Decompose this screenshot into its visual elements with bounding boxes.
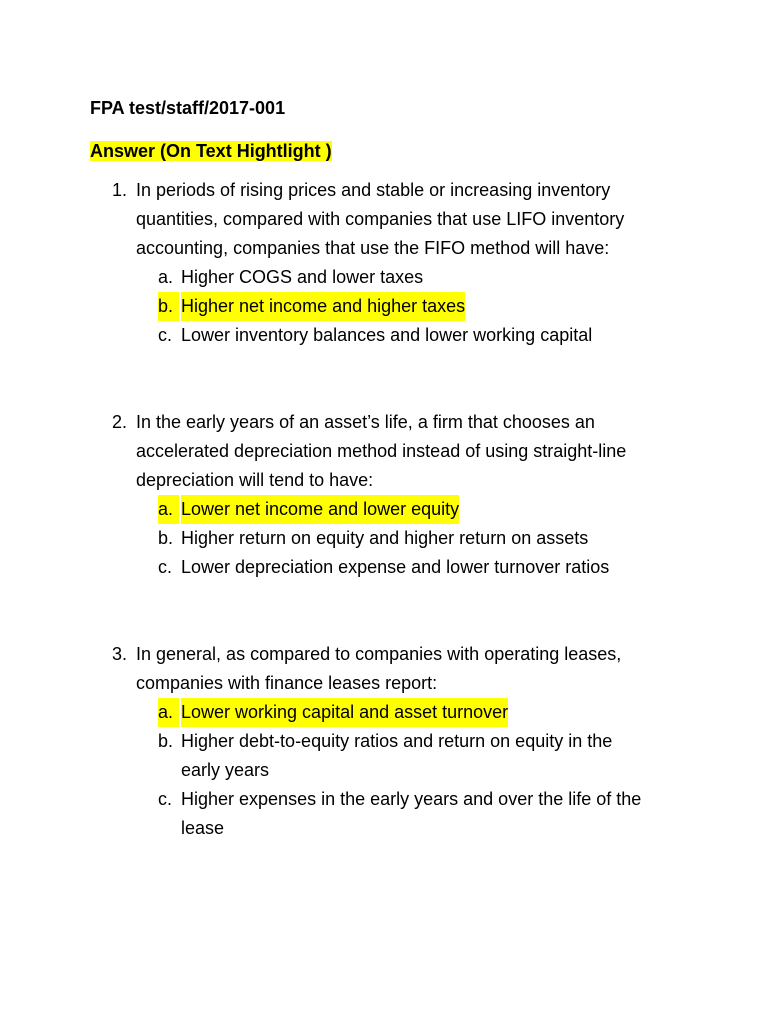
option-marker: c. <box>158 557 173 577</box>
question-text-line: In periods of rising prices and stable or increasing inventory <box>136 180 611 200</box>
question-number: 1. <box>112 180 128 200</box>
option-marker: b. <box>158 731 174 751</box>
option-text: Higher return on equity and higher return on assets <box>181 528 589 548</box>
option-text: Higher expenses in the early years and over the life of the <box>181 789 642 809</box>
option-text: Lower working capital and asset turnover <box>181 698 508 727</box>
option-marker: c. <box>158 325 173 345</box>
question-text-line: companies with finance leases report: <box>136 673 438 693</box>
question-text-line: depreciation will tend to have: <box>136 470 374 490</box>
option-a <box>0 263 768 292</box>
question-number: 3. <box>112 644 128 664</box>
question-text-line: quantities, compared with companies that use LIFO inventory <box>136 209 625 229</box>
question-text-line: In general, as compared to companies with operating leases, <box>136 644 622 664</box>
option-b-continuation <box>0 756 768 785</box>
option-marker: b. <box>158 292 179 321</box>
option-c <box>0 321 768 350</box>
option-text: Lower net income and lower equity <box>181 495 459 524</box>
option-text: Higher net income and higher taxes <box>181 292 465 321</box>
option-b <box>0 727 768 756</box>
option-marker: a. <box>158 698 179 727</box>
option-marker: b. <box>158 528 174 548</box>
option-c-continuation <box>0 814 768 843</box>
option-text: Lower inventory balances and lower working capital <box>181 325 593 345</box>
option-c <box>0 785 768 814</box>
option-text: Lower depreciation expense and lower turnover ratios <box>181 557 610 577</box>
option-c <box>0 553 768 582</box>
option-text: Higher COGS and lower taxes <box>181 267 424 287</box>
option-marker: c. <box>158 789 173 809</box>
option-b <box>0 524 768 553</box>
option-a-highlighted <box>0 495 768 524</box>
option-a-highlighted <box>0 698 768 727</box>
option-text: Higher debt-to-equity ratios and return on equity in the <box>181 731 613 751</box>
option-b-highlighted <box>0 292 768 321</box>
question-text-line: accounting, companies that use the FIFO method will have: <box>136 238 610 258</box>
option-marker: a. <box>158 495 179 524</box>
answer-note-text: Answer (On Text Hightlight ) <box>90 141 332 161</box>
option-marker: a. <box>158 267 174 287</box>
question-text-line: In the early years of an asset’s life, a firm that chooses an <box>136 412 595 432</box>
document-title: FPA test/staff/2017-001 <box>90 98 286 118</box>
question-number: 2. <box>112 412 128 432</box>
question-text-line: accelerated depreciation method instead of using straight-line <box>136 441 627 461</box>
option-text: lease <box>181 818 225 838</box>
answer-note <box>90 139 332 163</box>
option-text: early years <box>181 760 270 780</box>
